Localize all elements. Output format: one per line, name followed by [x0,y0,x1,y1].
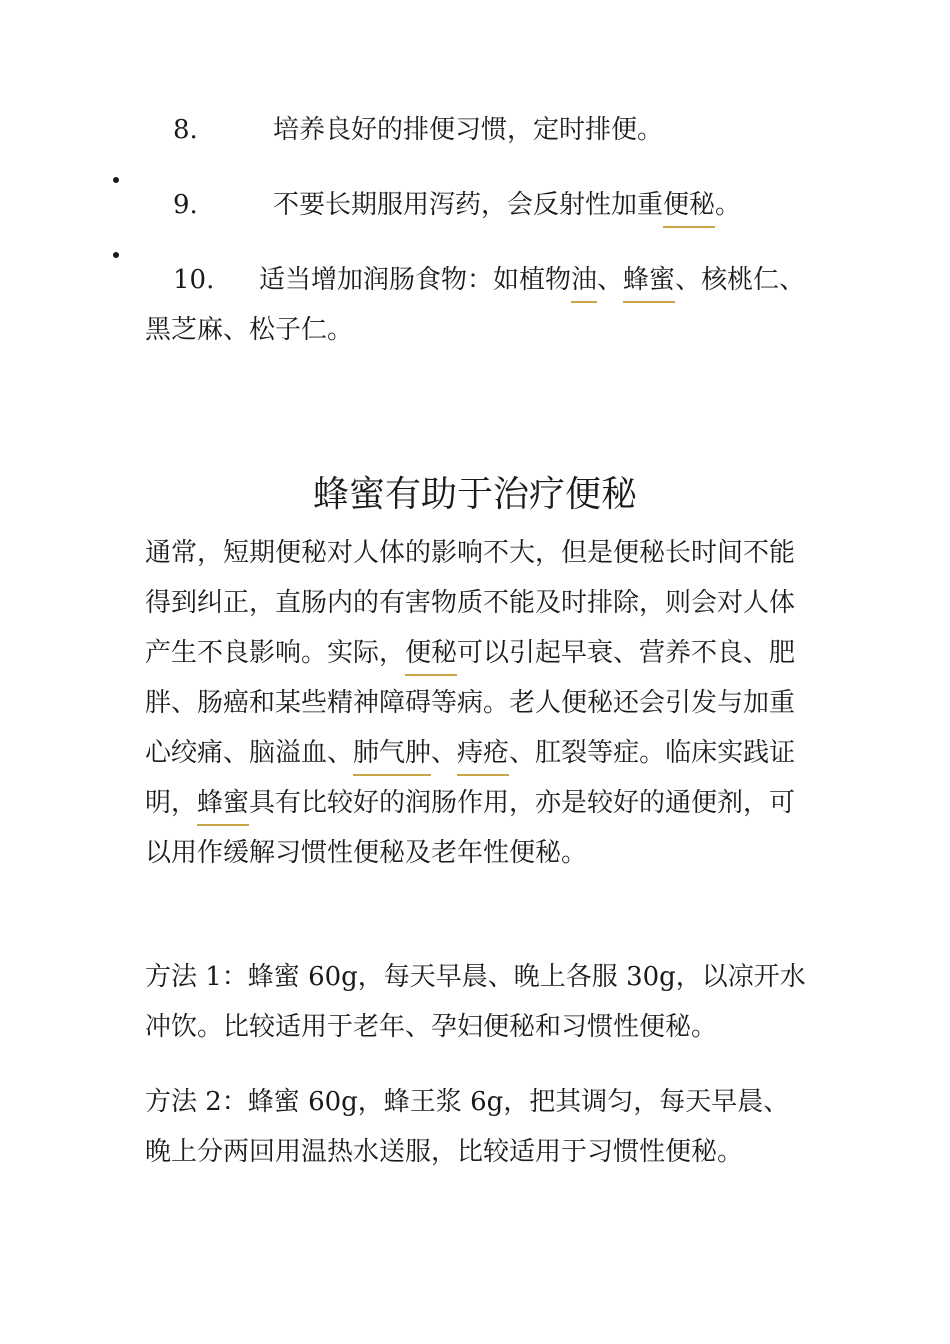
list-item-8 [145,105,810,155]
underlined-term[interactable]: 蜂蜜 [197,788,249,826]
underlined-term[interactable]: 油 [571,265,597,303]
underlined-term[interactable]: 便秘 [405,638,457,676]
underlined-term[interactable]: 肺气肿 [353,738,431,776]
list-number: 8. [173,115,198,145]
paragraph-method-2: 方法 2：蜂蜜 60g，蜂王浆 6g，把其调匀，每天早晨、晚上分两回用温热水送服，比较适用于习惯性便秘。 [145,1087,790,1167]
paragraph-intro: 通常，短期便秘对人体的影响不大，但是便秘长时间不能得到纠正，直肠内的有害物质不能及时排除，则会对人体产生不良影响。实际，便秘可以引起早衰、营养不良、肥胖、肠癌和某些精神障碍等病。老人便秘还会引发与加重心绞痛、脑溢血、肺气肿、痔疮、肛裂等症。临床实践证明，蜂蜜具有比较好的润肠作用，亦是较好的通便剂，可以用作缓解习惯性便秘及老年性便秘。 [145,538,796,868]
underlined-term[interactable]: 痔疮 [457,738,509,776]
list-text: 适当增加润肠食物：如植物 [259,265,572,295]
article-title: 蜂蜜有助于治疗便秘 [312,474,637,515]
underlined-term[interactable]: 便秘 [663,190,715,228]
bullet-dot [113,252,119,258]
list-text: 培养良好的排便习惯，定时排便。 [273,115,664,145]
list-item-9: 9. 不要长期服用泻药，会反射性加重便秘。 [145,180,810,230]
bullet-dot [113,177,119,183]
list-number: 10. [173,265,215,295]
paragraph-method-1: 方法 1：蜂蜜 60g，每天早晨、晚上各服 30g，以凉开水冲饮。比较适用于老年、孕妇便秘和习惯性便秘。 [145,962,806,1042]
underlined-term[interactable]: 蜂蜜 [623,265,675,303]
list-number: 9. [173,190,198,220]
list-item-10: 10. 适当增加润肠食物：如植物油、蜂蜜、核桃仁、黑芝麻、松子仁。 [145,255,810,355]
list-text: 不要长期服用泻药，会反射性加重 [273,190,664,220]
